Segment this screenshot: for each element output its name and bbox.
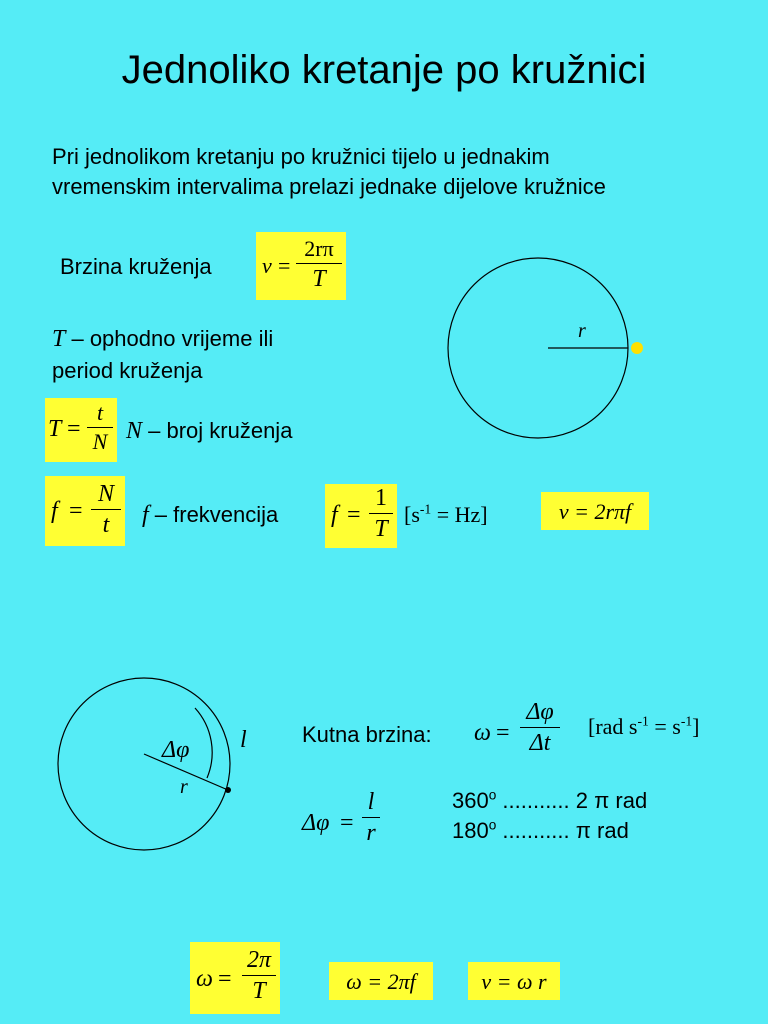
angle-circle	[58, 678, 230, 850]
period-numerator: t	[96, 400, 104, 425]
omega-period-box	[190, 942, 280, 1014]
fraction-bar	[520, 727, 560, 728]
omega-frequency-formula: ω = 2πf	[346, 969, 416, 994]
frequency-unit	[404, 502, 488, 528]
period-fraction	[87, 402, 113, 453]
fraction-bar	[87, 427, 113, 428]
frequency-period-formula-box	[325, 484, 397, 548]
frequency-description	[142, 502, 278, 529]
omega-lhs: ω	[196, 966, 213, 992]
speed-label: Brzina kruženja	[60, 254, 212, 279]
period-formula-eq: =	[67, 416, 81, 442]
period-formula-lhs: T	[48, 416, 62, 442]
intro-line-2: vremenskim intervalima prelazi jednake dijelove kružnice	[52, 174, 606, 199]
frequency-numerator: N	[97, 481, 114, 507]
omega-eq: =	[218, 966, 232, 992]
angular-unit-exp-2: -1	[680, 713, 693, 729]
fraction-bar	[91, 509, 121, 510]
angular-velocity-label: Kutna brzina:	[302, 722, 432, 747]
omega-denominator: T	[252, 978, 266, 1004]
n-description	[126, 418, 292, 445]
dphi-fraction	[362, 790, 380, 845]
speed-numerator: 2rπ	[304, 236, 334, 261]
angular-numerator: Δφ	[526, 699, 554, 725]
dphi-eq: =	[340, 810, 354, 836]
angular-unit-c: ]	[692, 714, 700, 739]
frequency-unit-open: [s	[404, 502, 420, 527]
angular-formula-eq: =	[496, 720, 510, 746]
arc-end-point	[225, 787, 231, 793]
fraction-bar	[296, 263, 342, 264]
frequency-denominator: t	[102, 512, 110, 538]
fraction-bar	[362, 817, 380, 818]
velocity-frequency-formula: v = 2rπf	[558, 499, 632, 524]
speed-formula-box	[256, 232, 346, 300]
frequency-symbol: f	[142, 502, 149, 528]
frequency-period-fraction	[369, 486, 393, 541]
moving-body-point	[631, 342, 643, 354]
degrees-180: 180	[452, 818, 489, 843]
degree-sup-1: o	[488, 787, 497, 803]
arc-length-label: l	[240, 727, 247, 753]
period-formula-box	[45, 398, 117, 462]
period-text-1	[52, 326, 273, 353]
velocity-omega-formula: v = ω r	[481, 969, 547, 994]
intro-line-1: Pri jednolikom kretanju po kružnici tijelo u jednakim	[52, 144, 550, 169]
angle-arc	[195, 708, 212, 778]
degree-sup-2: o	[488, 817, 497, 833]
page-title: Jednoliko kretanje po kružnici	[121, 48, 647, 92]
circle-diagram-2	[50, 670, 250, 870]
circle2-radius-label: r	[180, 776, 188, 798]
fraction-bar	[369, 513, 393, 514]
frequency-text: – frekvencija	[148, 502, 279, 527]
frequency-formula-lhs: f	[51, 498, 58, 524]
frequency-formula-eq: =	[69, 498, 83, 524]
degrees-360-line	[452, 788, 647, 814]
degrees-180-rest: ........... π rad	[496, 818, 629, 843]
frequency-period-eq: =	[347, 502, 361, 528]
speed-formula-lhs: v	[262, 253, 272, 278]
angular-unit-b: = s	[648, 714, 681, 739]
frequency-period-numerator: 1	[375, 485, 387, 511]
n-text: – broj kruženja	[142, 418, 293, 443]
period-text-2: period kruženja	[52, 358, 203, 383]
fraction-bar	[242, 975, 276, 976]
angular-denominator: Δt	[529, 730, 551, 756]
period-description: – ophodno vrijeme ili	[65, 326, 274, 351]
angle-label: Δφ	[162, 737, 190, 763]
speed-fraction	[296, 238, 342, 291]
angular-velocity-formula	[470, 698, 570, 768]
speed-formula-eq: =	[278, 253, 291, 278]
omega-frequency-box	[329, 962, 433, 1000]
velocity-omega-box	[468, 962, 560, 1000]
dphi-numerator: l	[367, 789, 375, 815]
frequency-period-lhs: f	[331, 502, 338, 528]
angle-arc-formula	[302, 790, 392, 854]
speed-denominator: T	[312, 266, 326, 292]
frequency-unit-exponent: -1	[419, 501, 432, 517]
angular-fraction	[520, 700, 560, 755]
circle1-radius-label: r	[578, 320, 586, 342]
degrees-360-rest: ........... 2 π rad	[496, 788, 648, 813]
n-symbol: N	[126, 418, 143, 444]
omega-fraction	[242, 948, 276, 1003]
angular-unit-a: [rad s	[588, 714, 638, 739]
frequency-unit-rest: = Hz]	[431, 502, 488, 527]
dphi-denominator: r	[366, 820, 376, 846]
period-denominator: N	[92, 429, 108, 454]
angular-unit	[588, 714, 700, 740]
frequency-fraction	[91, 482, 121, 537]
frequency-period-denominator: T	[374, 516, 388, 542]
period-symbol: T	[52, 326, 66, 352]
angular-unit-exp-1: -1	[637, 713, 649, 729]
degrees-360: 360	[452, 788, 489, 813]
omega-numerator: 2π	[246, 947, 272, 973]
dphi-lhs: Δφ	[302, 810, 330, 836]
degrees-180-line	[452, 818, 629, 844]
angular-formula-lhs: ω	[474, 720, 491, 746]
frequency-formula-box	[45, 476, 125, 546]
circle-diagram-1	[440, 250, 660, 450]
velocity-frequency-box	[541, 492, 649, 530]
